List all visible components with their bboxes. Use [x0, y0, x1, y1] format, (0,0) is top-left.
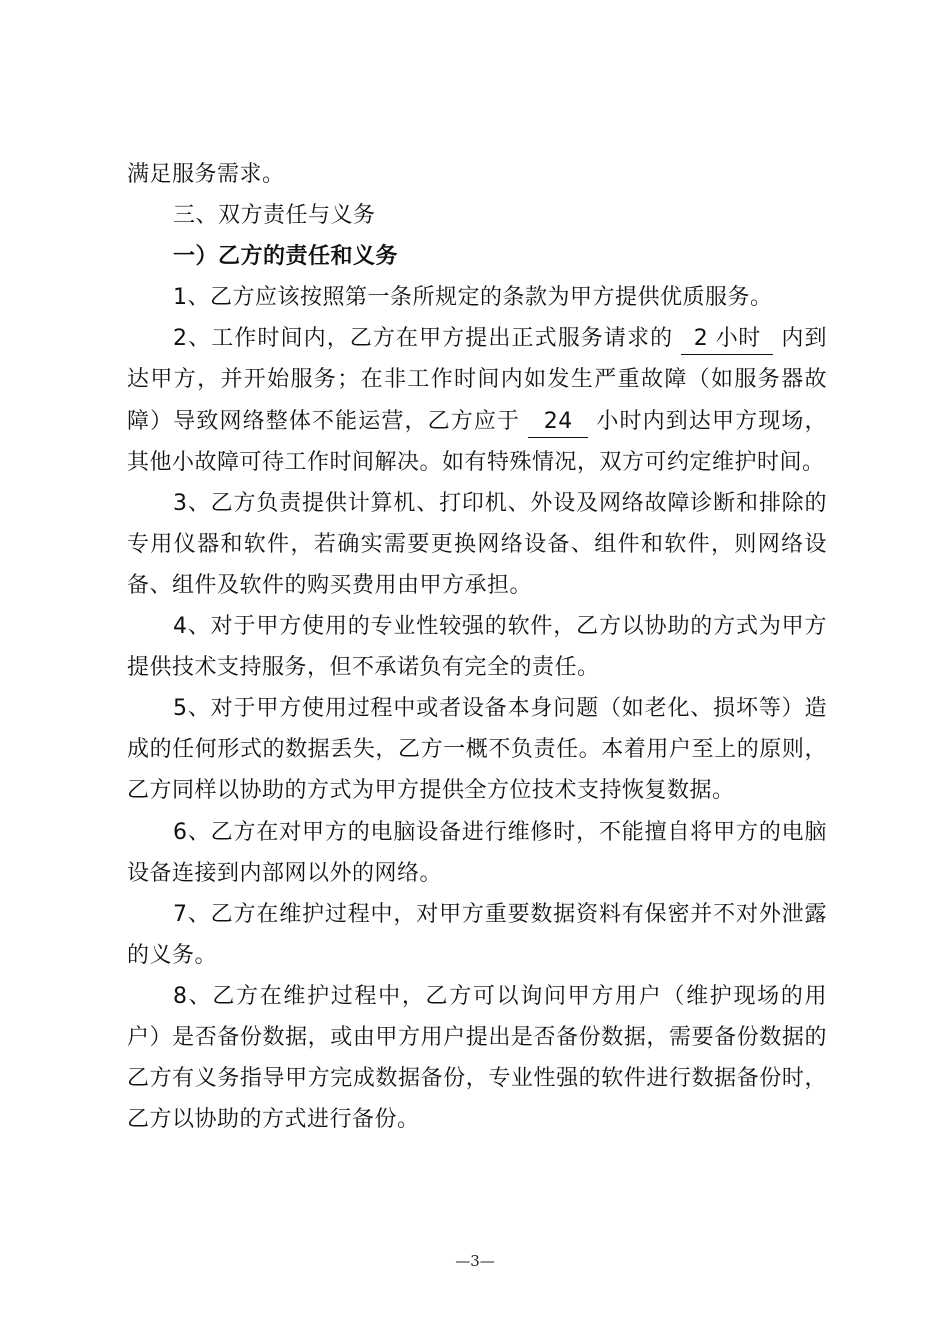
clause-6: 6、乙方在对甲方的电脑设备进行维修时，不能擅自将甲方的电脑设备连接到内部网以外的网络。 — [127, 819, 827, 886]
section-heading: 三、双方责任与义务 — [173, 203, 376, 229]
continuation-paragraph: 满足服务需求。 — [127, 162, 285, 187]
clause-2-text-before: 2、工作时间内，乙方在甲方提出正式服务请求的 — [173, 326, 682, 352]
onsite-time-blank: 24 — [528, 407, 588, 438]
document-body — [127, 154, 827, 1140]
response-time-blank: 2 小时 — [681, 324, 773, 355]
clause-1: 1、乙方应该按照第一条所规定的条款为甲方提供优质服务。 — [173, 285, 773, 311]
clause-2-text-after: 小时内到达甲方现场，其他小故障可待工作时间解决。如有特殊情况，双方可约定维护时间。 — [127, 408, 827, 475]
clause-2 — [127, 318, 827, 482]
subsection-heading: 一）乙方的责任和义务 — [173, 244, 399, 270]
clause-3: 3、乙方负责提供计算机、打印机、外设及网络故障诊断和排除的专用仪器和软件，若确实需要更换网络设备、组件和软件，则网络设备、组件及软件的购买费用由甲方承担。 — [127, 490, 827, 598]
clause-5: 5、对于甲方使用过程中或者设备本身问题（如老化、损坏等）造成的任何形式的数据丢失，乙方一概不负责任。本着用户至上的原则，乙方同样以协助的方式为甲方提供全方位技术支持恢复数据。 — [127, 696, 827, 804]
clause-2-text-middle: 内到达甲方，并开始服务；在非工作时间内如发生严重故障（如服务器故障）导致网络整体不能运营，乙方应于 — [127, 326, 827, 434]
clause-4: 4、对于甲方使用的专业性较强的软件，乙方以协助的方式为甲方提供技术支持服务，但不承诺负有完全的责任。 — [127, 614, 827, 681]
clause-7: 7、乙方在维护过程中，对甲方重要数据资料有保密并不对外泄露的义务。 — [127, 901, 827, 968]
page-number: —3— — [455, 1252, 495, 1270]
clause-8: 8、乙方在维护过程中，乙方可以询问甲方用户（维护现场的用户）是否备份数据，或由甲方用户提出是否备份数据，需要备份数据的乙方有义务指导甲方完成数据备份，专业性强的软件进行数据备份时，乙方以协助的方式进行备份。 — [127, 983, 827, 1133]
